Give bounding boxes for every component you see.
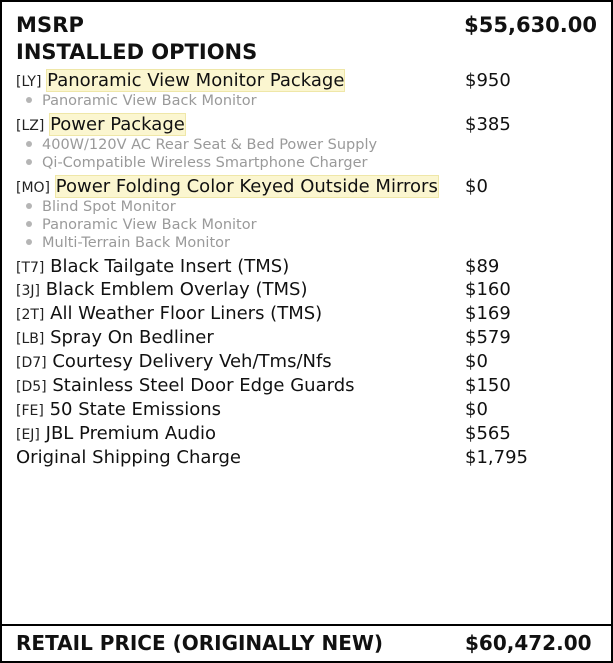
option-sub-text: Panoramic View Back Monitor — [42, 92, 257, 109]
retail-price-value: $60,472.00 — [465, 631, 592, 655]
option-row — [16, 302, 597, 326]
option-name — [16, 175, 465, 199]
option-price: $385 — [465, 113, 511, 135]
option-code: [FE] — [16, 403, 44, 420]
option-row — [16, 175, 597, 199]
option-name-text: JBL Premium Audio — [45, 423, 217, 445]
option-sub-list — [16, 93, 597, 113]
option-price: $1,795 — [465, 447, 528, 469]
option-sub-list — [16, 199, 597, 255]
option-row — [16, 113, 597, 137]
option-name-text: All Weather Floor Liners (TMS) — [50, 303, 323, 325]
bullet-icon — [26, 239, 32, 245]
option-row — [16, 326, 597, 350]
option-name-text: Panoramic View Monitor Package — [47, 70, 345, 91]
option-code: [3J] — [16, 283, 40, 300]
option-code: [LB] — [16, 331, 45, 348]
option-price: $950 — [465, 70, 511, 91]
option-name — [16, 350, 465, 374]
msrp-value: $55,630.00 — [464, 13, 597, 37]
option-row — [16, 398, 597, 422]
option-code: [EJ] — [16, 427, 40, 444]
option-price: $579 — [465, 327, 511, 349]
option-name-text: Original Shipping Charge — [16, 447, 241, 469]
option-sub-item — [16, 137, 442, 154]
option-row — [16, 422, 597, 446]
bullet-icon — [26, 141, 32, 147]
option-name-text: Spray On Bedliner — [50, 327, 214, 349]
option-name — [16, 326, 465, 350]
option-name-text: Power Package — [50, 113, 185, 135]
option-price: $150 — [465, 375, 511, 397]
bullet-icon — [26, 97, 32, 103]
option-price: $565 — [465, 423, 511, 445]
option-sub-text: Multi-Terrain Back Monitor — [42, 234, 230, 251]
option-sub-item — [16, 155, 442, 172]
option-name-text: Black Tailgate Insert (TMS) — [50, 255, 290, 277]
option-row — [16, 446, 597, 470]
option-code: [LZ] — [16, 117, 45, 134]
option-row — [16, 255, 597, 279]
option-price: $0 — [465, 399, 488, 421]
option-name-text: Stainless Steel Door Edge Guards — [52, 375, 355, 397]
bullet-icon — [26, 221, 32, 227]
option-name-text: Black Emblem Overlay (TMS) — [45, 279, 308, 301]
bullet-icon — [26, 159, 32, 165]
option-row — [16, 374, 597, 398]
msrp-label: MSRP — [16, 13, 84, 37]
option-code: [D5] — [16, 379, 47, 396]
msrp-row — [16, 12, 597, 37]
option-name — [16, 398, 465, 422]
installed-options-title: INSTALLED OPTIONS — [16, 40, 258, 64]
option-code: [LY] — [16, 74, 42, 90]
option-code: [T7] — [16, 259, 45, 276]
retail-price-row — [2, 624, 611, 661]
option-sub-text: 400W/120V AC Rear Seat & Bed Power Supply — [42, 136, 378, 153]
option-sub-item — [16, 93, 442, 110]
option-name — [16, 255, 465, 279]
option-row — [16, 69, 597, 93]
option-price: $160 — [465, 279, 511, 301]
option-sub-item — [16, 217, 442, 234]
installed-options-list — [16, 69, 597, 470]
option-name — [16, 278, 465, 302]
option-row — [16, 350, 597, 374]
option-name — [16, 374, 465, 398]
option-name-text: 50 State Emissions — [49, 399, 222, 421]
option-price: $0 — [465, 175, 488, 197]
option-name — [16, 113, 465, 137]
option-sub-text: Blind Spot Monitor — [42, 198, 176, 215]
option-row — [16, 278, 597, 302]
option-price: $89 — [465, 255, 500, 277]
option-code: [2T] — [16, 307, 45, 324]
option-name — [16, 69, 465, 93]
option-code: [MO] — [16, 179, 51, 196]
retail-price-label: RETAIL PRICE (ORIGINALLY NEW) — [16, 631, 384, 655]
option-name-text: Power Folding Color Keyed Outside Mirrors — [55, 175, 438, 197]
bullet-icon — [26, 203, 32, 209]
option-price: $169 — [465, 303, 511, 325]
option-name-text: Courtesy Delivery Veh/Tms/Nfs — [52, 351, 332, 373]
option-sub-item — [16, 235, 442, 252]
option-sub-text: Qi-Compatible Wireless Smartphone Charger — [42, 154, 368, 171]
option-name — [16, 446, 465, 470]
option-name — [16, 302, 465, 326]
option-price: $0 — [465, 351, 488, 373]
option-sub-text: Panoramic View Back Monitor — [42, 216, 257, 233]
option-name — [16, 422, 465, 446]
option-sub-list — [16, 137, 597, 175]
option-code: [D7] — [16, 355, 47, 372]
option-sub-item — [16, 199, 442, 216]
